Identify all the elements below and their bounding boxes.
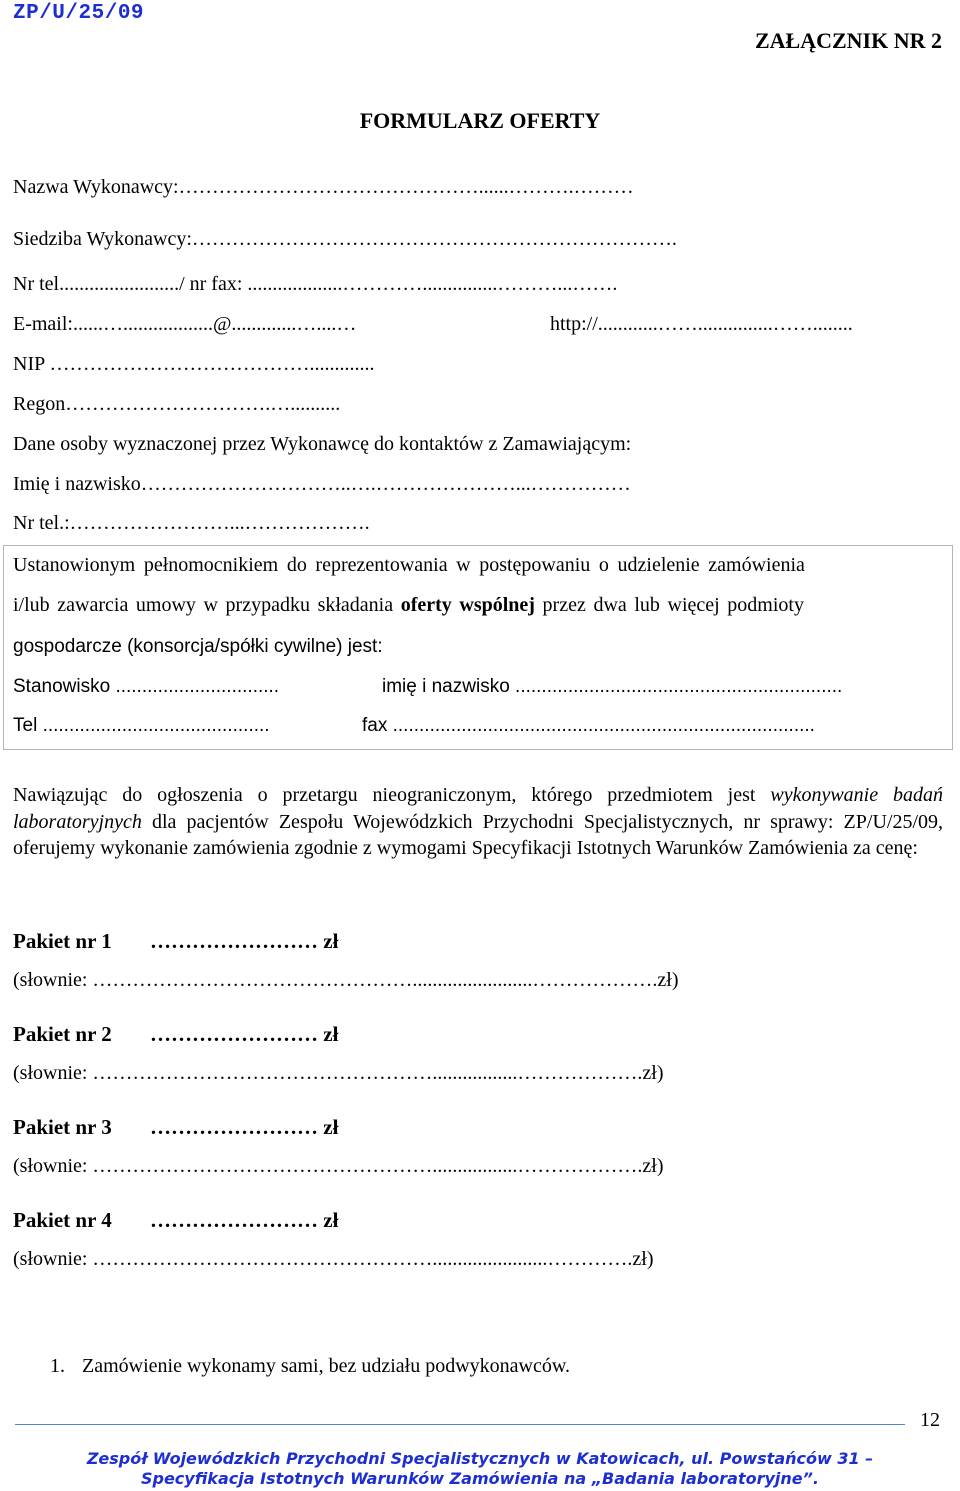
package-2-words: (słownie: …………………………………………….................……………….zł) <box>13 1062 664 1084</box>
email-field: E-mail:......…..................@.............…....… <box>13 313 357 335</box>
intro-text-2: dla pacjentów Zespołu Wojewódzkich Przychodni Specjalistycznych, nr sprawy: ZP/U/25/09, oferujemy wykonanie zamówienia zgodnie z wymogami Specyfikacji Istotnych Warunków Zamówienia za cenę: <box>13 810 943 859</box>
package-3-words: (słownie: …………………………………………….................……………….zł) <box>13 1155 664 1177</box>
package-3-label: Pakiet nr 3 <box>13 1115 112 1139</box>
annex-label: ZAŁĄCZNIK NR 2 <box>754 28 942 53</box>
website-field: http://............……...............……........ <box>550 313 853 335</box>
declaration-number: 1. <box>50 1355 65 1377</box>
contractor-seat-field: Siedziba Wykonawcy:………………………………………………………………. <box>13 228 677 250</box>
case-number-header: ZP/U/25/09 <box>13 2 145 25</box>
package-1-label: Pakiet nr 1 <box>13 929 112 953</box>
footer-divider <box>15 1424 905 1425</box>
regon-field: Regon………………………….….......... <box>13 393 341 415</box>
contact-phone-field: Nr tel.:……………………...………………. <box>13 512 370 534</box>
representative-line-2-end: przez dwa lub więcej podmioty <box>534 594 804 616</box>
intro-subject-italic: wykonywanie badań laboratoryjnych <box>13 784 944 833</box>
intro-text-1: Nawiązując do ogłoszenia o przetargu nieograniczonym, którego przedmiotem jest <box>13 784 771 806</box>
package-1-amount: …………………… zł <box>150 929 339 953</box>
package-2-label: Pakiet nr 2 <box>13 1022 112 1046</box>
package-4-label: Pakiet nr 4 <box>13 1208 112 1232</box>
representative-name-field: imię i nazwisko .............................................................. <box>382 676 843 697</box>
representative-line-2-start: i/lub zawarcia umowy w przypadku składania <box>13 594 401 616</box>
declaration-text: Zamówienie wykonamy sami, bez udziału podwykonawców. <box>82 1355 571 1377</box>
package-1-words: (słownie: …………………………………………........................……………….zł) <box>13 969 679 991</box>
representative-line-3: gospodarcze (konsorcja/spółki cywilne) jest: <box>13 636 383 657</box>
package-2-amount: …………………… zł <box>150 1022 339 1046</box>
contact-person-heading: Dane osoby wyznaczonej przez Wykonawcę do kontaktów z Zamawiającym: <box>13 433 632 455</box>
contractor-name-field: Nazwa Wykonawcy:………………………………………......……….……… <box>13 176 634 198</box>
offer-intro-paragraph <box>13 782 943 862</box>
contact-name-field: Imię i nazwisko…………………………..….…………………...…………… <box>13 473 631 495</box>
package-3-amount: …………………… zł <box>150 1115 339 1139</box>
form-title: FORMULARZ OFERTY <box>359 108 601 133</box>
phone-fax-field: Nr tel......................../ nr fax: ...................…………...............………...……. <box>13 273 618 295</box>
package-4-words: (słownie: …………………………………………….......................………….zł) <box>13 1248 654 1270</box>
representative-position-field: Stanowisko ............................... <box>13 676 280 697</box>
representative-tel-field: Tel ........................................... <box>13 715 270 736</box>
footer-institution: Zespół Wojewódzkich Przychodni Specjalistycznych w Katowicach, ul. Powstańców 31 – <box>86 1449 874 1468</box>
representative-fax-field: fax ................................................................................ <box>362 715 815 736</box>
representative-line-2 <box>13 594 804 617</box>
package-4-amount: …………………… zł <box>150 1208 339 1232</box>
representative-line-1: Ustanowionym pełnomocnikiem do reprezentowania w postępowaniu o udzielenie zamówienia <box>13 554 805 576</box>
page-number: 12 <box>920 1409 940 1431</box>
footer-spec-title: Specyfikacja Istotnych Warunków Zamówienia na „Badania laboratoryjne”. <box>140 1469 820 1488</box>
nip-field: NIP …………………………………............. <box>13 353 375 375</box>
joint-offer-emphasis: oferty wspólnej <box>400 594 535 616</box>
